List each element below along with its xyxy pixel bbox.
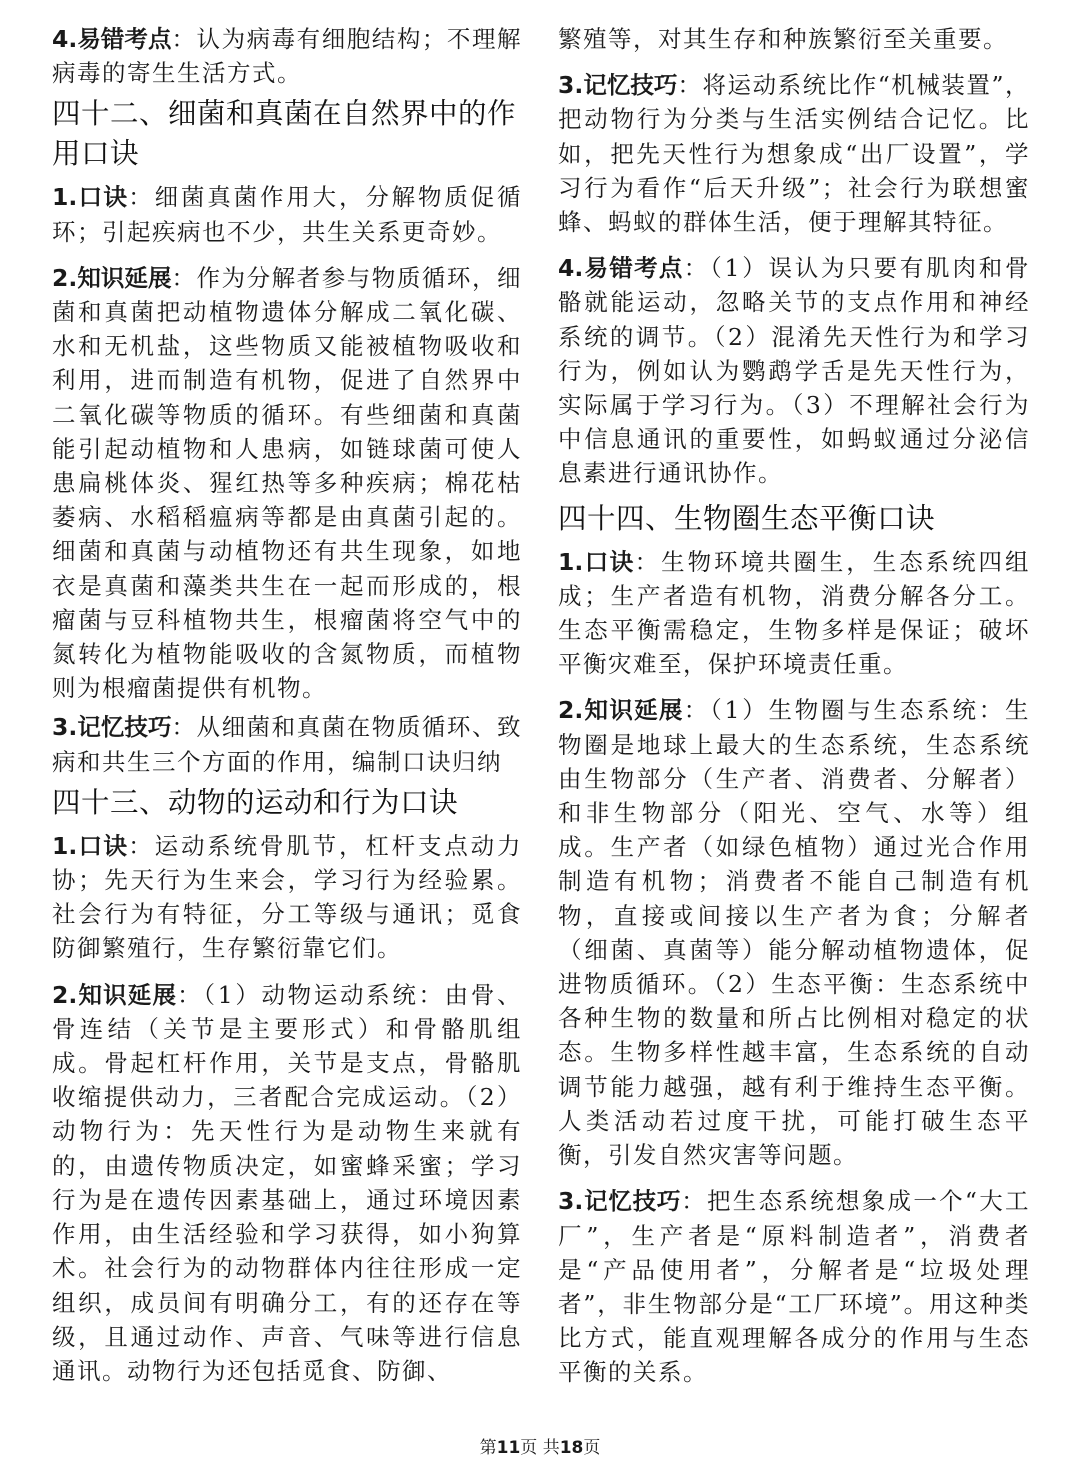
item-text: ：认为病毒有细胞结构；不理解病毒的寄生生活方式。 <box>52 25 523 88</box>
item-number: 1. <box>52 831 78 860</box>
section-43-title: 四十三、动物的运动和行为口诀 <box>52 785 459 819</box>
s41-mistakes-paragraph <box>52 22 522 90</box>
item-text: ：运动系统骨肌节，杠杆支点动力协；先天行为生来会，学习行为经验累。社会行为有特征，分工等级与通讯；觅食防御繁殖行，生存繁衍靠它们。 <box>52 831 523 963</box>
item-text: ：（1）误认为只要有肌肉和骨骼就能运动，忽略关节的支点作用和神经系统的调节。（2）混淆先天性行为和学习行为，例如认为鹦鹉学舌是先天性行为，实际属于学习行为。（3）不理解社会行为中信息通讯的重要性，如蚂蚁通过分泌信息素进行通讯协作。 <box>558 254 1031 488</box>
item-number: 2. <box>52 263 78 292</box>
current-page-number: 11 <box>496 1438 521 1458</box>
item-number: 3. <box>558 71 584 100</box>
item-text: ：（1）动物运动系统：由骨、骨连结（关节是主要形式）和骨骼肌组成。骨起杠杆作用，关节是支点，骨骼肌收缩提供动力，三者配合完成运动。（2）动物行为：先天性行为是动物生来就有的，由遗传物质决定，如蜜蜂采蜜；学习行为是在遗传因素基础上，通过环境因素作用，由生活经验和学习获得，如小狗算术。社会行为的动物群体内往往形成一定组织，成员间有明确分工，有的还存在等级，且通过动作、声音、气味等进行信息通讯。动物行为还包括觅食、防御、 <box>52 980 523 1385</box>
s44-memory-paragraph <box>558 1184 1030 1389</box>
item-label: 口诀 <box>77 183 129 212</box>
s42-knowledge-paragraph <box>52 261 522 706</box>
item-label: 易错考点 <box>77 25 172 53</box>
right-column <box>558 22 1030 1390</box>
item-number: 2. <box>558 696 584 725</box>
s44-rhyme-paragraph <box>558 545 1030 682</box>
footer-suffix: 页 <box>583 1438 601 1458</box>
item-text: ：从细菌和真菌在物质循环、致病和共生三个方面的作用，编制口诀归纳 <box>52 713 523 776</box>
item-number: 3. <box>52 713 78 742</box>
s42-rhyme-paragraph <box>52 180 522 248</box>
s43-knowledge-paragraph <box>52 978 522 1388</box>
item-number: 4. <box>52 25 78 53</box>
s42-memory-paragraph <box>52 710 522 778</box>
page-footer <box>0 1437 1080 1459</box>
item-label: 记忆技巧 <box>583 1187 682 1216</box>
s43-memory-paragraph <box>558 68 1030 239</box>
item-number: 2. <box>52 980 78 1009</box>
item-text: ：把生态系统想象成一个“大工厂”，生产者是“原料制造者”，消费者是“产品使用者”，分解者是“垃圾处理者”，非生物部分是“工厂环境”。用这种类比方式，能直观理解各成分的作用与生态平衡的关系。 <box>558 1187 1031 1387</box>
item-label: 口诀 <box>77 831 129 860</box>
item-text: ：（1）生物圈与生态系统：生物圈是地球上最大的生态系统，生态系统由生物部分（生产者、消费者、分解者）和非生物部分（阳光、空气、水等）组成。生产者（如绿色植物）通过光合作用制造有机物；消费者不能自己制造有机物，直接或间接以生产者为食；分解者（细菌、真菌等）能分解动植物遗体，促进物质循环。（2）生态平衡：生态系统中各种生物的数量和所占比例相对稳定的状态。生物多样性越丰富，生态系统的自动调节能力越强，越有利于维持生态平衡。人类活动若过度干扰，可能打破生态平衡，引发自然灾害等问题。 <box>558 696 1031 1170</box>
s44-knowledge-paragraph <box>558 693 1030 1172</box>
item-number: 3. <box>558 1187 584 1216</box>
item-text: ：生物环境共圈生，生态系统四组成；生产者造有机物，消费分解各分工。生态平衡需稳定，生物多样是保证；破坏平衡灾难至，保护环境责任重。 <box>558 547 1031 679</box>
item-label: 口诀 <box>583 547 635 576</box>
item-number: 1. <box>558 547 584 576</box>
item-label: 知识延展 <box>77 263 172 292</box>
s43-rhyme-paragraph <box>52 829 522 966</box>
item-text: ：将运动系统比作“机械装置”，把动物行为分类与生活实例结合记忆。比如，把先天性行为想象成“出厂设置”，学习行为看作“后天升级”；社会行为联想蜜蜂、蚂蚁的群体生活，便于理解其特征。 <box>558 71 1031 237</box>
section-44-title: 四十四、生物圈生态平衡口诀 <box>558 501 936 535</box>
item-label: 知识延展 <box>77 980 178 1009</box>
section-42-title: 四十二、细菌和真菌在自然界中的作用口诀 <box>52 97 517 171</box>
s43-mistakes-paragraph <box>558 251 1030 490</box>
footer-middle: 页 共 <box>520 1438 560 1458</box>
item-number: 4. <box>558 254 584 283</box>
item-text: ：作为分解者参与物质循环，细菌和真菌把动植物遗体分解成二氧化碳、水和无机盐，这些物质又能被植物吸收和利用，进而制造有机物，促进了自然界中二氧化碳等物质的循环。有些细菌和真菌能引起动植物和人患病，如链球菌可使人患扁桃体炎、猩红热等多种疾病；棉花枯萎病、水稻稻瘟病等都是由真菌引起的。细菌和真菌与动植物还有共生现象，如地衣是真菌和藻类共生在一起而形成的，根瘤菌与豆科植物共生，根瘤菌将空气中的氮转化为植物能吸收的含氮物质，而植物则为根瘤菌提供有机物。 <box>52 263 523 703</box>
footer-prefix: 第 <box>479 1438 497 1458</box>
item-label: 记忆技巧 <box>583 71 678 100</box>
item-label: 记忆技巧 <box>77 713 172 742</box>
item-text: ：细菌真菌作用大，分解物质促循环；引起疾病也不少，共生关系更奇妙。 <box>52 183 523 246</box>
total-page-number: 18 <box>559 1438 584 1458</box>
left-column <box>52 22 522 1388</box>
s43-knowledge-continued: 繁殖等，对其生存和种族繁衍至关重要。 <box>558 25 1008 53</box>
item-number: 1. <box>52 183 78 212</box>
item-label: 知识延展 <box>583 696 684 725</box>
item-label: 易错考点 <box>583 254 684 283</box>
